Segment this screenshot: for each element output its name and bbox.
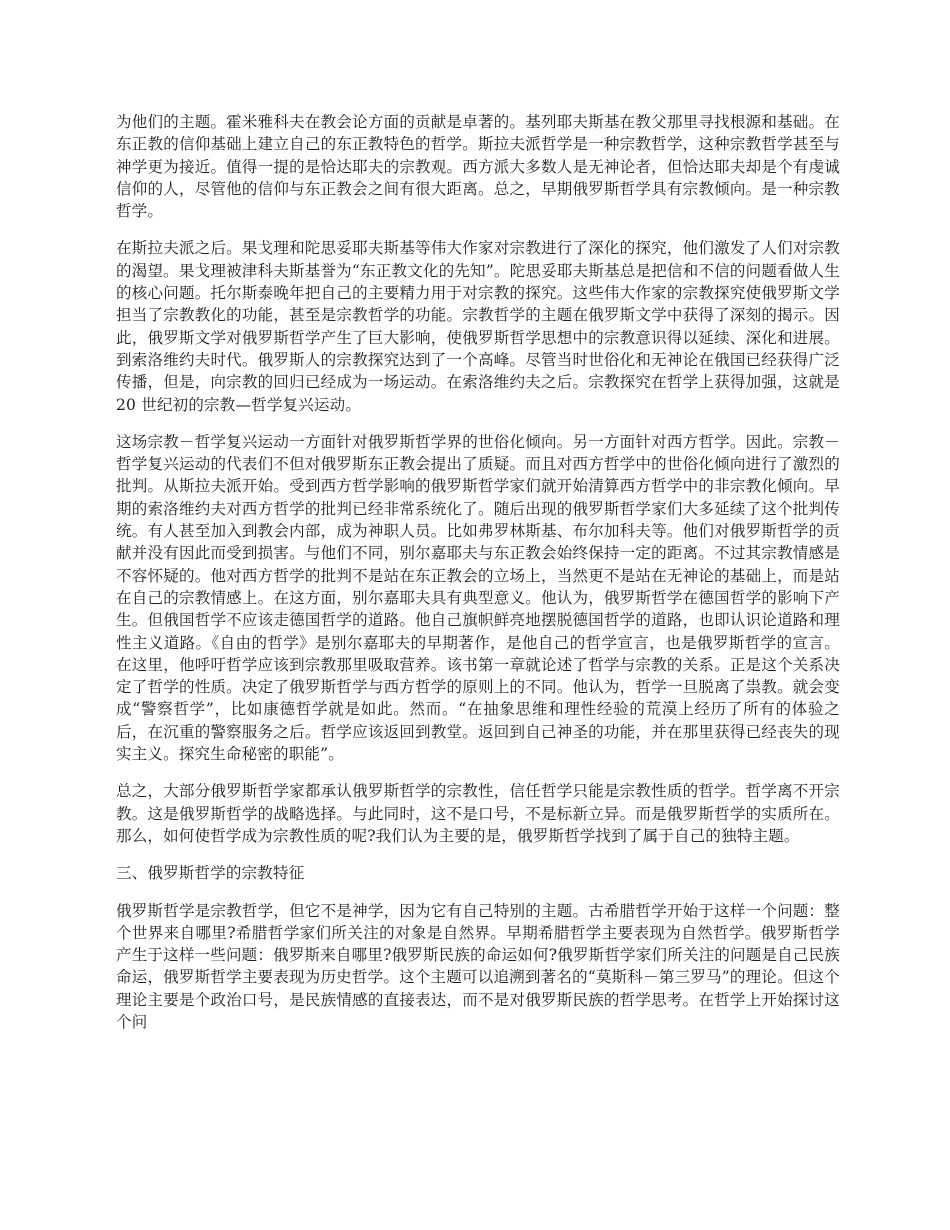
paragraph-3: 这场宗教－哲学复兴运动一方面针对俄罗斯哲学界的世俗化倾向。另一方面针对西方哲学。因此。宗教－哲学复兴运动的代表们不但对俄罗斯东正教会提出了质疑。而且对西方哲学中的世俗化倾向进行了激烈的批判。从斯拉夫派开始。受到西方哲学影响的俄罗斯哲学家们就开始清算西方哲学中的非宗教化倾向。早期的索洛维约夫对西方哲学的批判已经非常系统化了。随后出现的俄罗斯哲学家们大多延续了这个批判传统。有人甚至加入到教会内部，成为神职人员。比如弗罗林斯基、布尔加科夫等。他们对俄罗斯哲学的贡献并没有因此而受到损害。与他们不同，别尔嘉耶夫与东正教会始终保持一定的距离。不过其宗教情感是不容怀疑的。他对西方哲学的批判不是站在东正教会的立场上，当然更不是站在无神论的基础上，而是站在自己的宗教情感上。在这方面，别尔嘉耶夫具有典型意义。他认为，俄罗斯哲学在德国哲学的影响下产生。但俄国哲学不应该走德国哲学的道路。他自己旗帜鲜亮地摆脱德国哲学的道路，也即认识论道路和理性主义道路。《自由的哲学》是别尔嘉耶夫的早期著作，是他自己的哲学宣言，也是俄罗斯哲学的宣言。在这里，他呼吁哲学应该到宗教那里吸取营养。该书第一章就论述了哲学与宗教的关系。正是这个关系决定了哲学的性质。决定了俄罗斯哲学与西方哲学的原则上的不同。他认为，哲学一旦脱离了祟教。就会变成“警察哲学”，比如康德哲学就是如此。然而。“在抽象思维和理性经验的荒漠上经历了所有的体验之后，在沉重的警察服务之后。哲学应该返回到教堂。返回到自己神圣的功能，并在那里获得已经丧失的现实主义。探究生命秘密的职能”。 bbox=[116, 432, 840, 764]
document-page bbox=[116, 111, 840, 1048]
section-heading: 三、俄罗斯哲学的宗教特征 bbox=[116, 864, 305, 883]
paragraph-4: 总之，大部分俄罗斯哲学家都承认俄罗斯哲学的宗教性，信任哲学只能是宗教性质的哲学。哲学离不开宗教。这是俄罗斯哲学的战略选择。与此同时，这不是口号，不是标新立异。而是俄罗斯哲学的实质所在。那么，如何使哲学成为宗教性质的呢?我们认为主要的是，俄罗斯哲学找到了属于自己的独特主题。 bbox=[116, 782, 840, 845]
paragraph-2: 在斯拉夫派之后。果戈理和陀思妥耶夫斯基等伟大作家对宗教进行了深化的探究，他们激发了人们对宗教的渴望。果戈理被津科夫斯基誉为“东正教文化的先知”。陀思妥耶夫斯基总是把信和不信的问题看做人生的核心问题。托尔斯泰晚年把自己的主要精力用于对宗教的探究。这些伟大作家的宗教探究使俄罗斯文学担当了宗教教化的功能，甚至是宗教哲学的功能。宗教哲学的主题在俄罗斯文学中获得了深刻的揭示。因此，俄罗斯文学对俄罗斯哲学产生了巨大影响，使俄罗斯哲学思想中的宗教意识得以延续、深化和进展。到索洛维约夫时代。俄罗斯人的宗教探究达到了一个高峰。尽管当时世俗化和无神论在俄国已经获得广泛传播，但是，向宗教的回归已经成为一场运动。在索洛维约夫之后。宗教探究在哲学上获得加强，这就是 20 世纪初的宗教—哲学复兴运动。 bbox=[116, 239, 840, 414]
paragraph-1: 为他们的主题。霍米雅科夫在教会论方面的贡献是卓著的。基列耶夫斯基在教父那里寻找根源和基础。在东正教的信仰基础上建立自己的东正教特色的哲学。斯拉夫派哲学是一种宗教哲学，这种宗教哲学甚至与神学更为接近。值得一提的是恰达耶夫的宗教观。西方派大多数人是无神论者，但恰达耶夫却是个有虔诚信仰的人，尽管他的信仰与东正教会之间有很大距离。总之，早期俄罗斯哲学具有宗教倾向。是一种宗教哲学。 bbox=[116, 113, 840, 221]
paragraph-5: 俄罗斯哲学是宗教哲学，但它不是神学，因为它有自己特别的主题。古希腊哲学开始于这样一个问题：整个世界来自哪里?希腊哲学家们所关注的对象是自然界。早期希腊哲学主要表现为自然哲学。俄罗斯哲学产生于这样一些问题：俄罗斯来自哪里?俄罗斯民族的命运如何?俄罗斯哲学家们所关注的问题是自己民族命运，俄罗斯哲学主要表现为历史哲学。这个主题可以追溯到著名的“莫斯科－第三罗马”的理论。但这个理论主要是个政治口号，是民族情感的直接表达，而不是对俄罗斯民族的哲学思考。在哲学上开始探讨这个问 bbox=[116, 901, 840, 1031]
